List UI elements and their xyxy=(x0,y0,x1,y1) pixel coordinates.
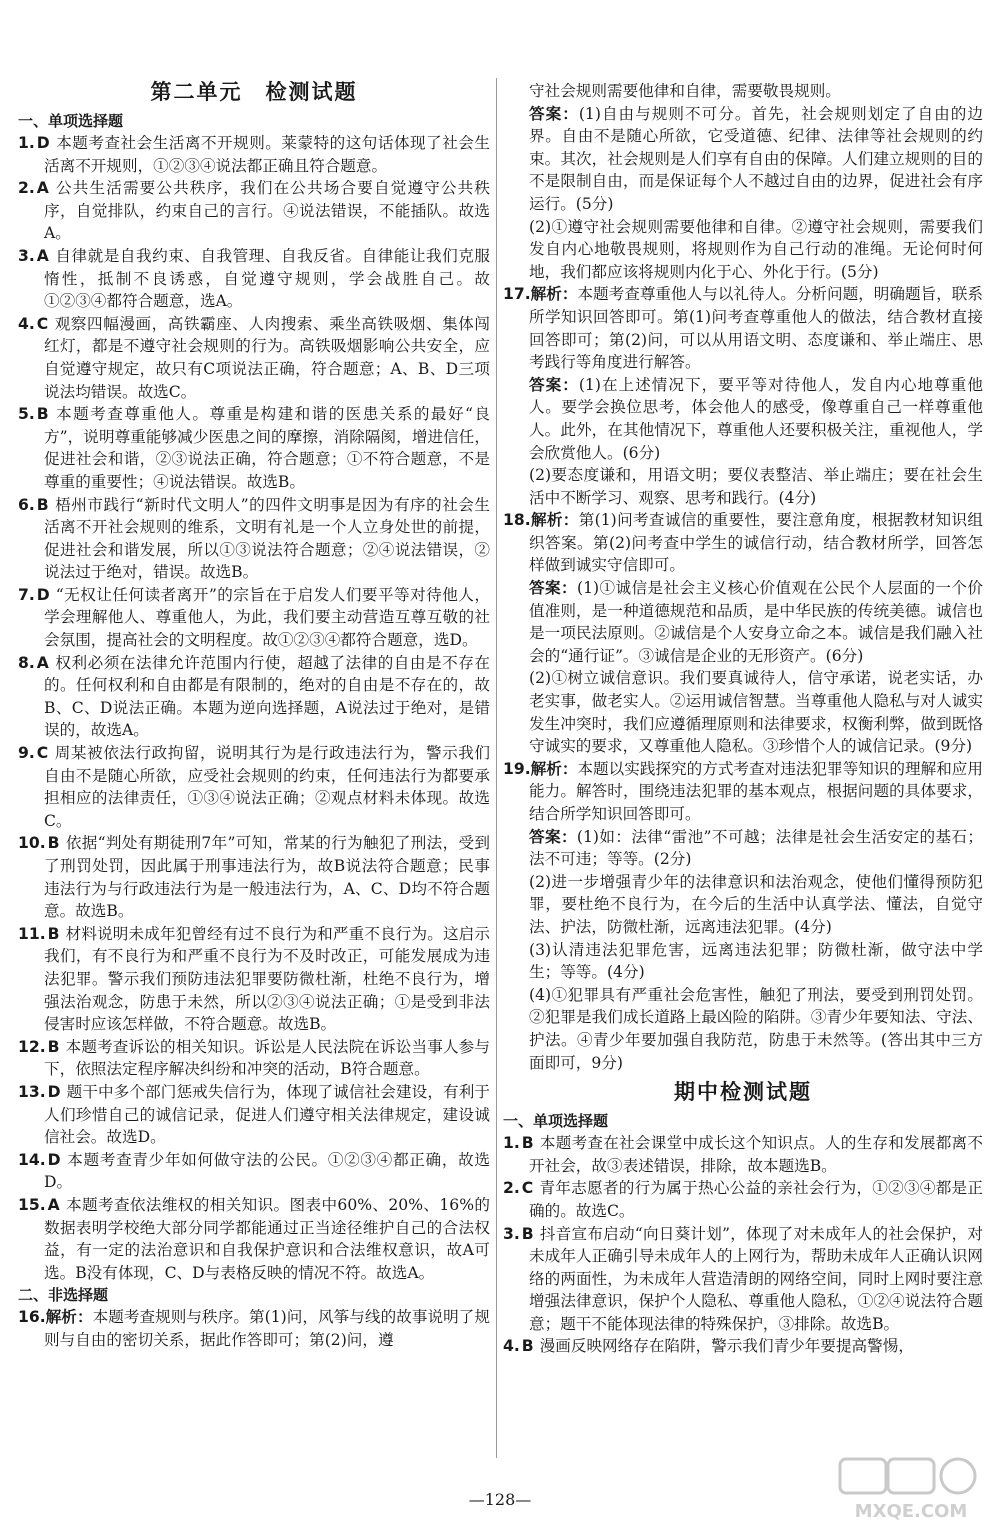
item-number: 17. xyxy=(503,285,531,304)
answer-item xyxy=(18,832,490,922)
analysis-text: 第(1)问考查诚信的重要性，要注意角度，根据教材知识组织答案。第(2)问考查中学生的诚信行动，结合教材所学，回答怎样做到诚实守信即可。 xyxy=(529,511,983,575)
explanation-text: 抖音宣布启动“向日葵计划”，体现了对未成年人的社会保护，对未成年人正确引导未成年人的上网行为，帮助未成年人正确认识网络的两面性，为未成年人营造清朗的网络空间，同时上网时要注意增强法律意识，保护个人隐私、尊重他人隐私，①②④说法符合题意；题干不能体现法律的特殊保护，③排除。故选B。 xyxy=(529,1224,983,1333)
answer-item xyxy=(18,742,490,832)
item-number: 1. xyxy=(18,134,35,152)
analysis-text: 本题考查规则与秩序。第(1)问，风筝与线的故事说明了规则与自由的密切关系，据此作答即可；第(2)问，遵 xyxy=(44,1308,490,1349)
answer-letter: D xyxy=(47,1082,61,1101)
analysis-label: 解析： xyxy=(530,285,578,304)
answer-text: (2)①树立诚信意识。我们要真诚待人，信守承诺，说老实话，办老实事，做老实人。②运用诚信智慧。当尊重他人隐私与对人诚实发生冲突时，我们应遵循理原则和法律要求，权衡利弊，做到既恪守诚实的要求，又尊重他人隐私。③珍惜个人的诚信记录。(9分) xyxy=(529,669,983,756)
answer-letter: C xyxy=(36,744,49,763)
answer-item xyxy=(18,1194,490,1284)
item-number: 2. xyxy=(503,1179,520,1198)
answer-item xyxy=(503,1335,983,1358)
answer-letter: A xyxy=(36,179,49,198)
answer-item xyxy=(503,1223,983,1336)
explanation-text: 本题考查社会生活离不开规则。莱蒙特的这句话体现了社会生活离不开规则，①②③④说法都正确且符合题意。 xyxy=(44,134,490,175)
item-number: 4. xyxy=(18,314,35,333)
midterm-section-title: 一、单项选择题 xyxy=(503,1112,609,1131)
answer-item xyxy=(503,1132,983,1177)
explanation-text: 本题考查依法维权的相关知识。图表中60%、20%、16%的数据表明学校绝大部分同学都能通过正当途径维护自己的合法权益，有一定的法治意识和自我保护意识和合法维权意识，故A可选。B没有体现，C、D与表格反映的情况不符。故选A。 xyxy=(44,1195,490,1282)
answer-paragraph xyxy=(503,984,983,1074)
answer-text: (1)如：法律“雷池”不可越；法律是社会生活安定的基石；法不可违；等等。(2分) xyxy=(529,827,983,869)
answer-item xyxy=(18,177,490,245)
answer-paragraph xyxy=(503,667,983,757)
explanation-text: 本题考查诉讼的相关知识。诉讼是人民法院在诉讼当事人参与下，依照法定程序解决纠纷和冲突的活动，B符合题意。 xyxy=(44,1037,490,1079)
explanation-text: 观察四幅漫画，高铁霸座、人肉搜索、乘坐高铁吸烟、集体闯红灯，都是不遵守社会规则的行为。高铁吸烟影响公共安全，应自觉遵守规定，故只有C项说法正确，符合题意；A、B、D三项说法均错误。故选C。 xyxy=(44,314,490,401)
choice-answer-list xyxy=(18,132,490,1284)
answer-item xyxy=(18,1036,490,1081)
explanation-text: 周某被依法行政拘留，说明其行为是行政违法行为，警示我们自由不是随心所欲，应受社会规则的约束，任何违法行为都要承担相应的法律责任，①③④说法正确；②观点材料未体现。故选C。 xyxy=(44,744,490,830)
answer-text: (1)在上述情况下，要平等对待他人，发自内心地尊重他人。要学会换位思考，体会他人的感受，像尊重自己一样尊重他人。此外，在其他情况下，尊重他人还要积极关注，重视他人，学会欣赏他人。(6分) xyxy=(529,375,983,462)
section-title-choice: 一、单项选择题 xyxy=(18,112,124,130)
answer-paragraph xyxy=(503,103,983,216)
answer-item xyxy=(503,283,983,373)
answer-text: 守社会规则需要他律和自律，需要敬畏规则。 xyxy=(529,82,841,100)
answer-item xyxy=(18,403,490,493)
answer-item xyxy=(503,758,983,826)
item-number: 8. xyxy=(18,653,35,672)
item-number: 15. xyxy=(18,1195,46,1214)
answer-item xyxy=(18,923,490,1036)
item-number: 13. xyxy=(18,1082,46,1101)
answer-label: 答案： xyxy=(529,375,579,394)
answer-letter: B xyxy=(36,405,49,424)
answer-text: (1)①诚信是社会主义核心价值观在公民个人层面的一个价值准则，是一种道德规范和品质，是中华民族的传统美德。诚信也是一项民法原则。②诚信是个人安身立命之本。诚信是我们融入社会的“通行证”。③诚信是企业的无形资产。(6分) xyxy=(529,579,983,665)
answer-paragraph xyxy=(503,826,983,871)
explanation-text: 本题考查在社会课堂中成长这个知识点。人的生存和发展都离不开社会，故③表述错误，排除，故本题选B。 xyxy=(529,1134,983,1175)
explanation-text: 本题考查青少年如何做守法的公民。①②③④都正确，故选D。 xyxy=(44,1150,490,1192)
explanation-text: 漫画反映网络存在陷阱，警示我们青少年要提高警惕， xyxy=(539,1337,914,1356)
answer-letter: B xyxy=(47,834,60,853)
page-number: —128— xyxy=(468,1490,532,1509)
answer-item xyxy=(503,1177,983,1222)
answer-item xyxy=(18,313,490,403)
explanation-text: 依据“判处有期徒刑7年”可知，常某的行为触犯了刑法，受到了刑罚处罚，因此属于刑事违法行为，故B说法符合题意；民事违法行为与行政违法行为是一般违法行为，A、C、D均不符合题意。故选B。 xyxy=(44,834,490,921)
answer-text: (4)①犯罪具有严重社会危害性，触犯了刑法，要受到刑罚处罚。②犯罪是我们成长道路上最凶险的陷阱。③青少年要知法、守法、护法。④青少年要加强自我防范，防患于未然等。(答出其中三方面即可，9分) xyxy=(529,985,983,1072)
right-column xyxy=(503,80,983,1358)
explanation-text: 题干中多个部门惩戒失信行为，体现了诚信社会建设，有利于人们珍惜自己的诚信记录，促进人们遵守相关法律规定，建设诚信社会。故选D。 xyxy=(44,1082,490,1147)
item-number: 16. xyxy=(18,1308,46,1327)
item-number: 18. xyxy=(503,511,531,530)
item-number: 1. xyxy=(503,1134,520,1153)
answer-item xyxy=(18,494,490,584)
answer-paragraph xyxy=(503,216,983,284)
item-number: 4. xyxy=(503,1337,520,1356)
answer-text: (1)自由与规则不可分。首先，社会规则划定了自由的边界。自由不是随心所欲，它受道德、纪律、法律等社会规则的约束。其次，社会规则是人们享有自由的保障。人们建立规则的目的不是限制自由，而是保证每个人不越过自由的边界，促进社会有序运行。(5分) xyxy=(529,104,983,213)
answer-letter: A xyxy=(36,246,49,265)
answer-paragraph xyxy=(503,374,983,464)
item-number: 3. xyxy=(503,1224,520,1243)
answer-letter: D xyxy=(36,134,50,152)
answer-item xyxy=(18,652,490,742)
answer-label: 答案： xyxy=(529,579,577,598)
item-number: 12. xyxy=(18,1037,46,1056)
item-number: 5. xyxy=(18,405,35,424)
item-number: 19. xyxy=(503,759,531,778)
analysis-label: 解析： xyxy=(530,759,578,778)
nonchoice-answer-list xyxy=(503,80,983,1074)
explanation-text: 青年志愿者的行为属于热心公益的亲社会行为，①②③④都是正确的。故选C。 xyxy=(529,1179,983,1220)
item-number: 2. xyxy=(18,179,35,198)
answer-item xyxy=(18,132,490,177)
answer-letter: B xyxy=(521,1337,534,1356)
answer-label: 答案： xyxy=(529,104,579,123)
answer-item xyxy=(18,245,490,313)
answer-item-16 xyxy=(18,1306,490,1351)
explanation-text: 权利必须在法律允许范围内行使，超越了法律的自由是不存在的。任何权利和自由都是有限制的，绝对的自由是不存在的，故B、C、D说法正确。本题为逆向选择题，A说法过于绝对，是错误的，故选A。 xyxy=(44,653,490,740)
section-title-nonchoice: 二、非选择题 xyxy=(18,1286,109,1305)
explanation-text: 本题考查尊重他人。尊重是构建和谐的医患关系的最好“良方”，说明尊重能够减少医患之间的摩擦，消除隔阂，增进信任，促进社会和谐，②③说法正确，符合题意；①不符合题意，不是尊重的重要性；④说法错误。故选B。 xyxy=(44,405,490,491)
item-number: 11. xyxy=(18,924,46,943)
item-number: 7. xyxy=(18,585,35,604)
answer-text: (2)要态度谦和，用语文明；要仪表整洁、举止端庄；要在社会生活中不断学习、观察、思考和践行。(4分) xyxy=(529,466,983,507)
answer-letter: B xyxy=(521,1224,534,1243)
svg-text:MXQE.COM: MXQE.COM xyxy=(854,1501,968,1522)
explanation-text: 公共生活需要公共秩序，我们在公共场合要自觉遵守公共秩序，自觉排队，约束自己的言行。④说法错误，不能插队。故选A。 xyxy=(44,179,490,243)
item-number: 9. xyxy=(18,744,35,763)
answer-paragraph xyxy=(503,577,983,667)
answer-letter: C xyxy=(521,1179,534,1198)
answer-text: (2)①遵守社会规则需要他律和自律。②遵守社会规则，需要我们发自内心地敬畏规则，将规则作为自己行动的准绳。无论何时何地，我们都应该将规则内化于心、外化于行。(5分) xyxy=(529,217,983,281)
watermark-stamp-icon xyxy=(836,1455,986,1523)
answer-letter: B xyxy=(521,1134,534,1153)
item-number: 10. xyxy=(18,834,46,853)
answer-letter: B xyxy=(47,1037,60,1056)
answer-paragraph xyxy=(503,939,983,984)
answer-paragraph xyxy=(503,464,983,509)
answer-letter: C xyxy=(36,314,49,333)
midterm-title: 期中检测试题 xyxy=(674,1080,812,1105)
answer-text: (2)进一步增强青少年的法律意识和法治观念，使他们懂得预防犯罪，要杜绝不良行为，在今后的生活中认真学法、懂法，自觉守法、护法，防微杜渐，远离违法犯罪。(4分) xyxy=(529,872,983,936)
analysis-label: 解析： xyxy=(45,1308,93,1327)
answer-paragraph xyxy=(503,871,983,939)
explanation-text: 梧州市践行“新时代文明人”的四件文明事是因为有序的社会生活离不开社会规则的维系，文明有礼是一个人立身处世的前提，促进社会和谐发展，所以①③说法符合题意；②④说法错误，②说法过于绝对，错误。故选B。 xyxy=(44,495,490,582)
analysis-text: 本题以实践探究的方式考查对违法犯罪等知识的理解和应用能力。解答时，围绕违法犯罪的基本观点，根据问题的具体要求，结合所学知识回答即可。 xyxy=(529,759,983,823)
unit-title: 第二单元 检测试题 xyxy=(150,80,358,104)
continued-text xyxy=(503,80,983,103)
answer-letter: B xyxy=(47,924,60,943)
answer-label: 答案： xyxy=(529,827,577,846)
answer-item xyxy=(18,1149,490,1194)
answer-item xyxy=(18,1081,490,1149)
answer-letter: D xyxy=(47,1150,61,1169)
item-number: 3. xyxy=(18,246,35,265)
answer-item xyxy=(18,584,490,652)
midterm-answer-list xyxy=(503,1132,983,1358)
explanation-text: 材料说明未成年犯曾经有过不良行为和严重不良行为。这启示我们，有不良行为和严重不良行为不及时改正，可能发展成为违法犯罪。警示我们预防违法犯罪要防微杜渐，杜绝不良行为，增强法治观念，防患于未然，所以②③④说法正确；①是受到非法侵害时应该怎样做，不符合题意。故选B。 xyxy=(44,924,490,1034)
explanation-text: 自律就是自我约束、自我管理、自我反省。自律能让我们克服惰性，抵制不良诱惑，自觉遵守规则，学会战胜自己。故①②③④都符合题意，选A。 xyxy=(44,246,490,311)
analysis-label: 解析： xyxy=(530,511,579,530)
answer-letter: D xyxy=(36,585,50,604)
item-number: 14. xyxy=(18,1150,46,1169)
answer-letter: A xyxy=(47,1195,60,1214)
answer-item xyxy=(503,509,983,577)
item-number: 6. xyxy=(18,495,35,514)
answer-letter: B xyxy=(36,495,49,514)
watermark-logo xyxy=(836,1455,986,1523)
answer-letter: A xyxy=(36,653,49,672)
analysis-text: 本题考查尊重他人与以礼待人。分析问题，明确题旨，联系所学知识回答即可。第(1)问考查尊重他人的做法，结合教材直接回答即可；第(2)问，可以从用语文明、态度谦和、举止端庄、思考践行等角度进行解答。 xyxy=(529,285,983,372)
explanation-text: “无权让任何读者离开”的宗旨在于启发人们要平等对待他人，学会理解他人、尊重他人，为此，我们要主动营造互尊互敬的社会氛围，提高社会的文明程度。故①②③④都符合题意，选D。 xyxy=(44,585,490,650)
left-column xyxy=(18,78,490,1351)
answer-text: (3)认清违法犯罪危害，远离违法犯罪；防微杜渐，做守法中学生；等等。(4分) xyxy=(529,940,983,982)
